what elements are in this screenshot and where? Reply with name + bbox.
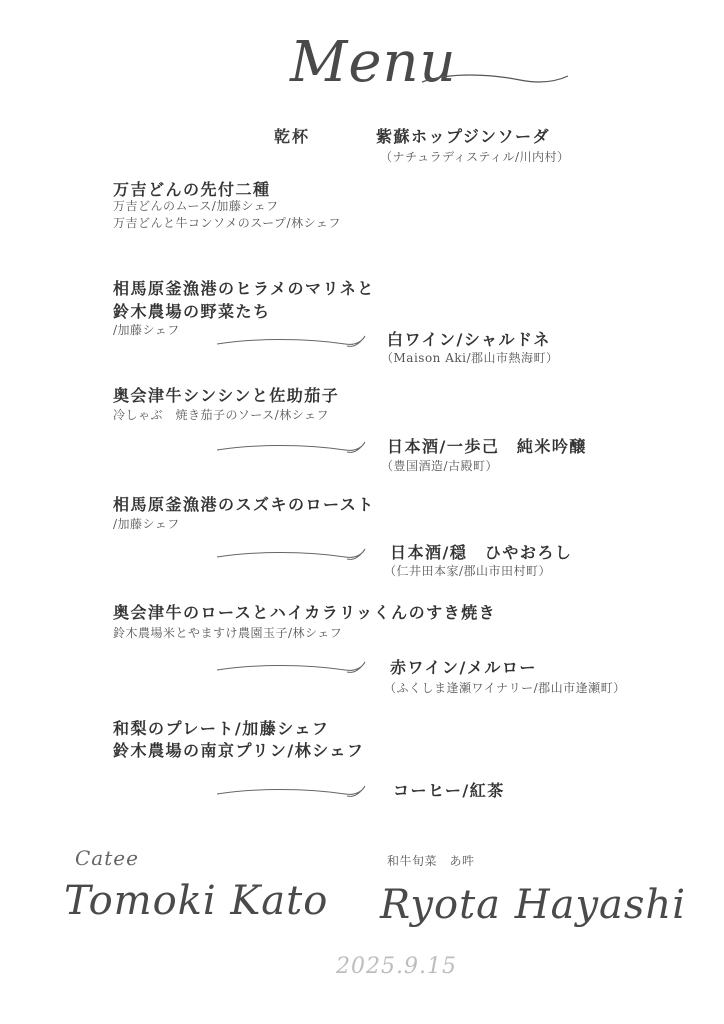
course5-name: 奥会津牛のロースとハイカラリッくんのすき焼き: [113, 603, 497, 622]
caption-right: 和牛旬菜 あ吽: [387, 854, 475, 868]
course5-desc: 鈴木農場米とやますけ農園玉子/林シェフ: [113, 626, 343, 640]
pairing-flourish: [215, 438, 375, 458]
course4-chef: /加藤シェフ: [113, 517, 180, 531]
title-flourish: [420, 70, 570, 90]
course4-name: 相馬原釜漁港のスズキのロースト: [113, 495, 375, 514]
course3-origin: （豊国酒造/古殿町）: [381, 459, 499, 473]
course1-name: 万吉どんの先付二種: [113, 180, 271, 199]
pairing-flourish: [215, 658, 375, 678]
course4-drink: 日本酒/穏 ひやおろし: [390, 543, 573, 562]
course2-origin: （Maison Aki/郡山市熱海町）: [381, 351, 559, 365]
course3-drink: 日本酒/一歩己 純米吟醸: [387, 437, 587, 456]
course2-name: 鈴木農場の野菜たち: [113, 302, 271, 321]
signature-right: Ryota Hayashi: [380, 882, 686, 928]
menu-title: Menu: [290, 30, 457, 95]
course5-drink: 赤ワイン/メルロー: [390, 658, 537, 677]
dessert-drink: コーヒー/紅茶: [393, 781, 505, 800]
dessert-line: 和梨のプレート/加藤シェフ: [113, 719, 330, 738]
course3-desc: 冷しゃぶ 焼き茄子のソース/林シェフ: [113, 408, 329, 422]
pairing-flourish: [215, 332, 375, 352]
course2-chef: /加藤シェフ: [113, 323, 180, 337]
course2-drink: 白ワイン/シャルドネ: [387, 330, 551, 349]
course5-origin: （ふくしま逢瀬ワイナリー/郡山市逢瀬町）: [384, 681, 626, 695]
course3-name: 奥会津牛シンシンと佐助茄子: [113, 386, 340, 405]
dessert-line: 鈴木農場の南京プリン/林シェフ: [113, 741, 365, 760]
pairing-flourish: [215, 782, 375, 802]
toast-label: 乾杯: [274, 127, 311, 146]
toast-origin: （ナチュラディスティル/川内村）: [380, 150, 570, 164]
course2-name: 相馬原釜漁港のヒラメのマリネと: [113, 279, 375, 298]
course4-origin: （仁井田本家/郡山市田村町）: [384, 564, 552, 578]
course1-line: 万吉どんと牛コンソメのスープ/林シェフ: [113, 216, 341, 230]
toast-drink: 紫蘇ホップジンソーダ: [376, 127, 550, 146]
signature-left: Tomoki Kato: [64, 878, 329, 924]
course1-line: 万吉どんのムース/加藤シェフ: [113, 199, 279, 213]
event-date: 2025.9.15: [336, 954, 457, 979]
pairing-flourish: [215, 545, 375, 565]
caption-left: Catee: [75, 846, 139, 870]
